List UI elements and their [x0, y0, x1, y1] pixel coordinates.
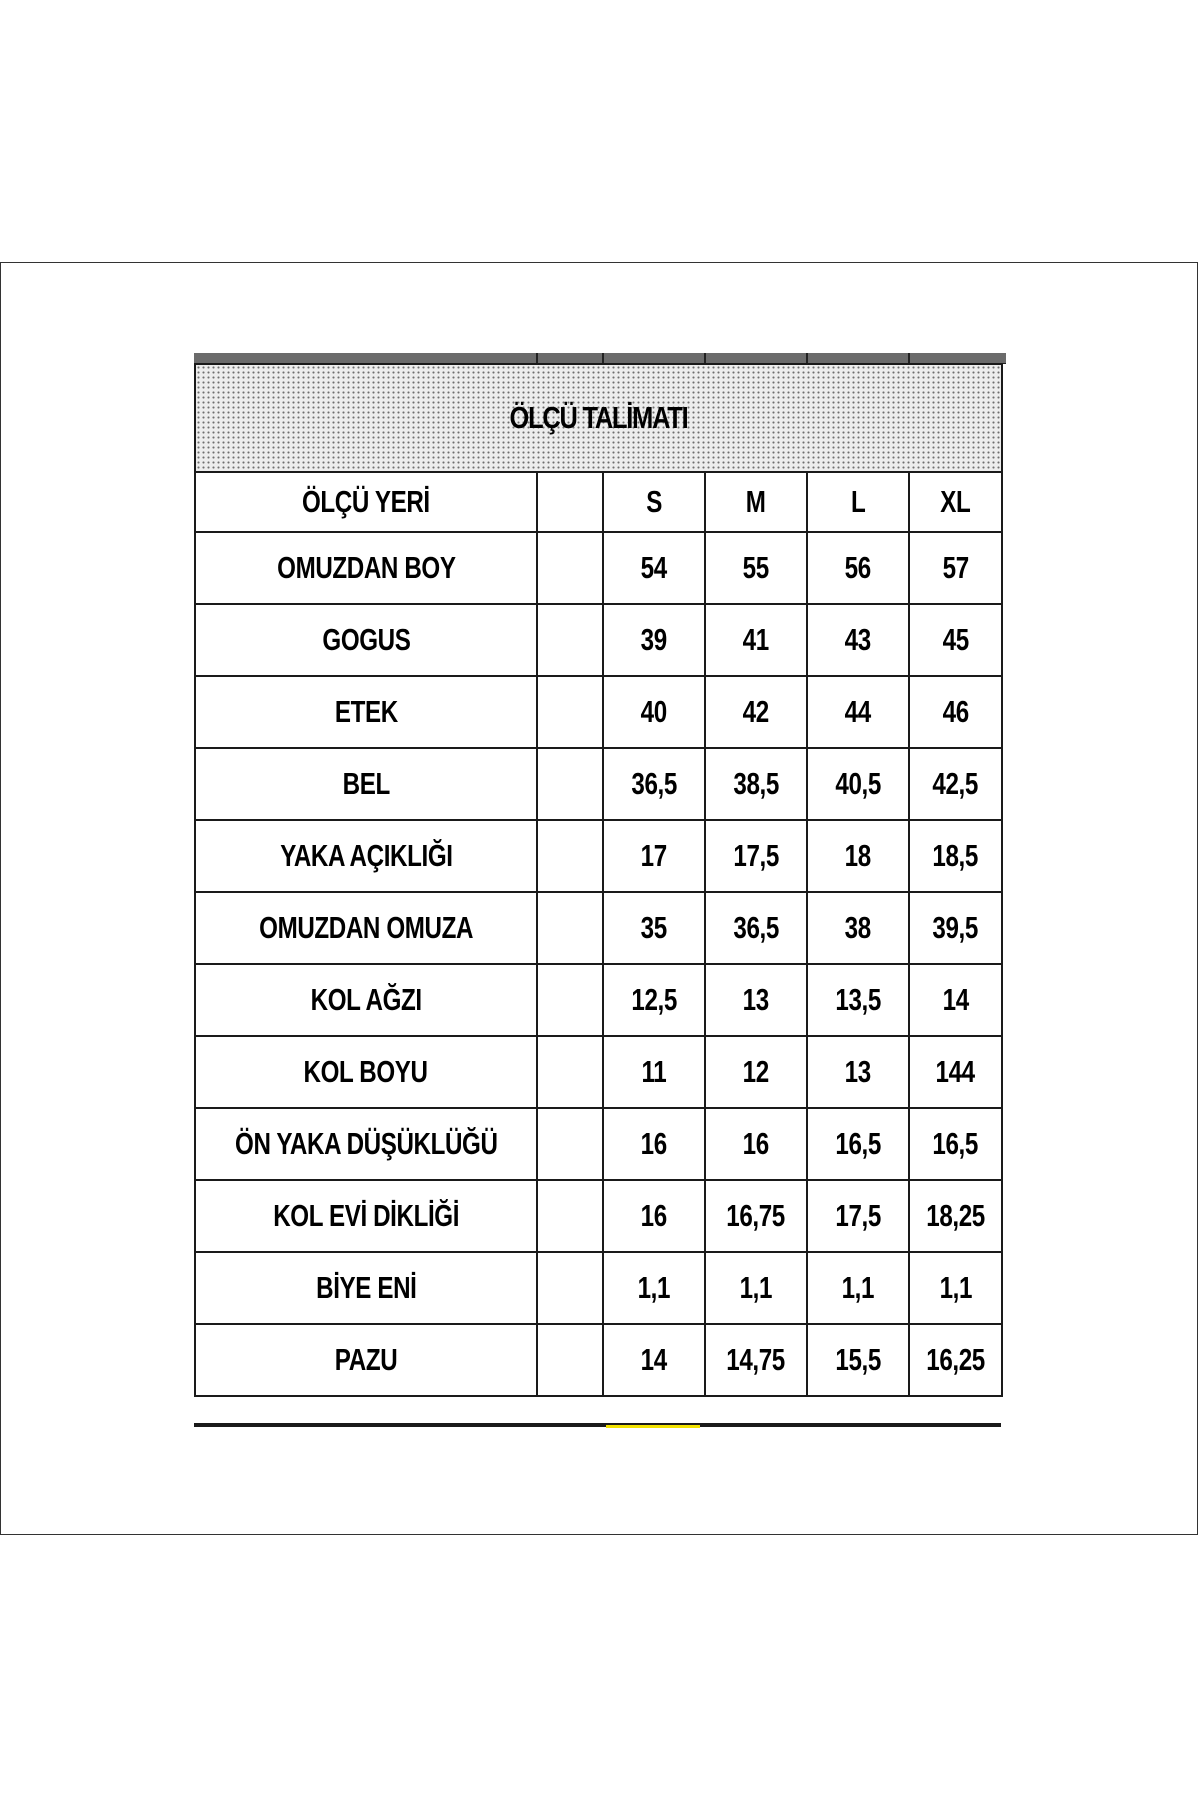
blank-cell — [537, 748, 603, 820]
measurement-value-cell — [603, 676, 705, 748]
measurement-value: 1,1 — [939, 1270, 972, 1305]
blank-cell — [537, 1252, 603, 1324]
table-title-text: ÖLÇÜ TALİMATI — [509, 400, 688, 435]
measurement-value-cell — [807, 964, 909, 1036]
measurement-value: 1,1 — [637, 1270, 671, 1305]
measurement-value-cell — [603, 1180, 705, 1252]
header-label: ÖLÇÜ YERİ — [302, 484, 430, 519]
measurement-label-cell — [195, 748, 537, 820]
measurement-value: 54 — [640, 550, 668, 585]
table-row — [195, 604, 1002, 676]
measurement-value-cell — [909, 820, 1002, 892]
measurement-label-cell — [195, 676, 537, 748]
measurement-value: 18,25 — [926, 1198, 985, 1233]
measurement-value: 39 — [640, 622, 668, 657]
measurement-value-cell — [705, 1108, 807, 1180]
measurement-value: 45 — [942, 622, 969, 657]
measurement-value: 18 — [844, 838, 872, 873]
measurement-value: 1,1 — [739, 1270, 773, 1305]
column-divider — [806, 353, 808, 363]
measurement-value: 12,5 — [631, 982, 677, 1017]
size-label: L — [850, 484, 866, 519]
table-row — [195, 1324, 1002, 1396]
measurement-value: 56 — [844, 550, 872, 585]
measurement-value: 13,5 — [835, 982, 881, 1017]
measurement-value-cell — [705, 676, 807, 748]
measurement-value: 17 — [640, 838, 668, 873]
measurement-value-cell — [807, 676, 909, 748]
measurement-label: PAZU — [334, 1342, 398, 1377]
measurement-value-cell — [909, 1180, 1002, 1252]
measurement-value-cell — [909, 532, 1002, 604]
measurement-value: 12 — [742, 1054, 770, 1089]
measurement-label-cell — [195, 1180, 537, 1252]
measurement-value: 1,1 — [841, 1270, 875, 1305]
measurement-value-cell — [807, 1324, 909, 1396]
measurement-value-cell — [603, 1108, 705, 1180]
measurement-value: 46 — [942, 694, 969, 729]
measurement-value-cell — [909, 964, 1002, 1036]
size-chart-sheet — [194, 353, 1006, 1428]
measurement-label: OMUZDAN BOY — [276, 550, 456, 585]
measurement-value-cell — [807, 604, 909, 676]
measurement-value-cell — [705, 1180, 807, 1252]
size-label: S — [646, 484, 662, 519]
measurement-value-cell — [705, 892, 807, 964]
measurement-value: 13 — [844, 1054, 872, 1089]
measurement-value: 40 — [640, 694, 668, 729]
measurement-value: 38 — [844, 910, 872, 945]
measurement-label: ÖN YAKA DÜŞÜKLÜĞÜ — [234, 1126, 498, 1161]
table-row — [195, 1108, 1002, 1180]
measurement-value: 38,5 — [733, 766, 779, 801]
column-divider — [704, 353, 706, 363]
measurement-value-cell — [705, 1324, 807, 1396]
blank-cell — [537, 892, 603, 964]
table-row — [195, 676, 1002, 748]
measurement-value-cell — [909, 604, 1002, 676]
measurement-label-cell — [195, 820, 537, 892]
measurement-value: 16 — [640, 1198, 668, 1233]
measurement-value: 14 — [942, 982, 969, 1017]
measurement-value-cell — [603, 1252, 705, 1324]
blank-cell — [537, 1180, 603, 1252]
measurement-value: 16 — [640, 1126, 668, 1161]
table-title — [195, 364, 1002, 472]
measurement-value: 35 — [640, 910, 668, 945]
measurement-value-cell — [909, 1108, 1002, 1180]
measurement-value-cell — [807, 1036, 909, 1108]
measurement-value-cell — [705, 748, 807, 820]
measurement-label: YAKA AÇIKLIĞI — [279, 838, 453, 873]
measurement-value-cell — [909, 748, 1002, 820]
measurement-value-cell — [909, 1036, 1002, 1108]
blank-cell — [537, 964, 603, 1036]
measurement-label-cell — [195, 1252, 537, 1324]
measurement-value: 17,5 — [835, 1198, 881, 1233]
measurement-label: BİYE ENİ — [315, 1270, 417, 1305]
measurement-label-cell — [195, 892, 537, 964]
measurement-value: 55 — [742, 550, 770, 585]
table-row — [195, 1180, 1002, 1252]
measurement-value-cell — [807, 820, 909, 892]
measurement-value: 144 — [935, 1054, 976, 1089]
measurement-label-cell — [195, 532, 537, 604]
measurement-value: 40,5 — [835, 766, 881, 801]
blank-cell — [537, 820, 603, 892]
measurement-value-cell — [705, 1036, 807, 1108]
size-label: XL — [940, 484, 971, 519]
measurement-value-cell — [705, 820, 807, 892]
measurement-value: 16,75 — [726, 1198, 786, 1233]
measurement-label: KOL EVİ DİKLİĞİ — [273, 1198, 459, 1233]
measurement-label-cell — [195, 1324, 537, 1396]
measurement-value: 16,25 — [926, 1342, 985, 1377]
blank-cell — [537, 676, 603, 748]
header-size-s — [603, 472, 705, 532]
header-blank-cell — [537, 472, 603, 532]
measurement-value: 43 — [844, 622, 872, 657]
blank-cell — [537, 604, 603, 676]
header-size-xl — [909, 472, 1002, 532]
header-row — [195, 472, 1002, 532]
table-row — [195, 892, 1002, 964]
blank-cell — [537, 1324, 603, 1396]
measurement-value-cell — [909, 1252, 1002, 1324]
selected-cell-highlight — [606, 1425, 700, 1428]
measurement-value: 18,5 — [932, 838, 979, 873]
measurement-value-cell — [603, 532, 705, 604]
measurement-label: ETEK — [334, 694, 398, 729]
table-row — [195, 1252, 1002, 1324]
measurement-value: 17,5 — [733, 838, 779, 873]
measurement-label: KOL AĞZI — [310, 982, 422, 1017]
header-size-l — [807, 472, 909, 532]
measurement-value: 42 — [742, 694, 770, 729]
measurement-label: GOGUS — [321, 622, 411, 657]
measurement-value-cell — [603, 964, 705, 1036]
table-row — [195, 964, 1002, 1036]
table-row — [195, 748, 1002, 820]
measurement-value: 13 — [742, 982, 770, 1017]
table-row — [195, 532, 1002, 604]
measurement-value-cell — [603, 892, 705, 964]
measurement-value: 41 — [742, 622, 770, 657]
table-row — [195, 1036, 1002, 1108]
column-divider — [536, 353, 538, 363]
measurement-value: 14 — [640, 1342, 668, 1377]
measurement-value-cell — [603, 604, 705, 676]
column-divider — [908, 353, 910, 363]
measurement-label-cell — [195, 1108, 537, 1180]
measurement-value-cell — [603, 1036, 705, 1108]
table-row — [195, 820, 1002, 892]
measurement-value-cell — [807, 748, 909, 820]
measurement-value: 15,5 — [835, 1342, 881, 1377]
measurement-value-cell — [909, 1324, 1002, 1396]
measurement-value: 57 — [942, 550, 969, 585]
measurement-value: 14,75 — [726, 1342, 786, 1377]
blank-cell — [537, 532, 603, 604]
size-table — [194, 363, 1003, 1397]
measurement-value-cell — [705, 1252, 807, 1324]
measurement-value-cell — [909, 892, 1002, 964]
measurement-value: 16 — [742, 1126, 770, 1161]
measurement-value-cell — [807, 892, 909, 964]
measurement-value-cell — [807, 1180, 909, 1252]
measurement-value-cell — [807, 1108, 909, 1180]
measurement-label: KOL BOYU — [303, 1054, 429, 1089]
measurement-value: 42,5 — [932, 766, 979, 801]
measurement-value-cell — [807, 1252, 909, 1324]
measurement-value: 44 — [844, 694, 872, 729]
column-divider — [602, 353, 604, 363]
measurement-value-cell — [603, 748, 705, 820]
blank-cell — [537, 1036, 603, 1108]
blank-cell — [537, 1108, 603, 1180]
measurement-value: 36,5 — [631, 766, 677, 801]
size-label: M — [746, 484, 766, 519]
measurement-value: 16,5 — [932, 1126, 979, 1161]
measurement-label: OMUZDAN OMUZA — [259, 910, 473, 945]
measurement-value: 39,5 — [932, 910, 979, 945]
measurement-label: BEL — [342, 766, 390, 801]
header-size-m — [705, 472, 807, 532]
measurement-value-cell — [807, 532, 909, 604]
measurement-value: 16,5 — [835, 1126, 881, 1161]
measurement-label-cell — [195, 964, 537, 1036]
measurement-value-cell — [603, 820, 705, 892]
measurement-value-cell — [909, 676, 1002, 748]
measurement-value-cell — [705, 604, 807, 676]
measurement-value-cell — [705, 532, 807, 604]
measurement-value: 11 — [641, 1054, 667, 1089]
header-label-cell — [195, 472, 537, 532]
measurement-value-cell — [705, 964, 807, 1036]
measurement-value-cell — [603, 1324, 705, 1396]
measurement-value: 36,5 — [733, 910, 779, 945]
measurement-label-cell — [195, 604, 537, 676]
table-bottom-border — [194, 1423, 1001, 1427]
measurement-label-cell — [195, 1036, 537, 1108]
